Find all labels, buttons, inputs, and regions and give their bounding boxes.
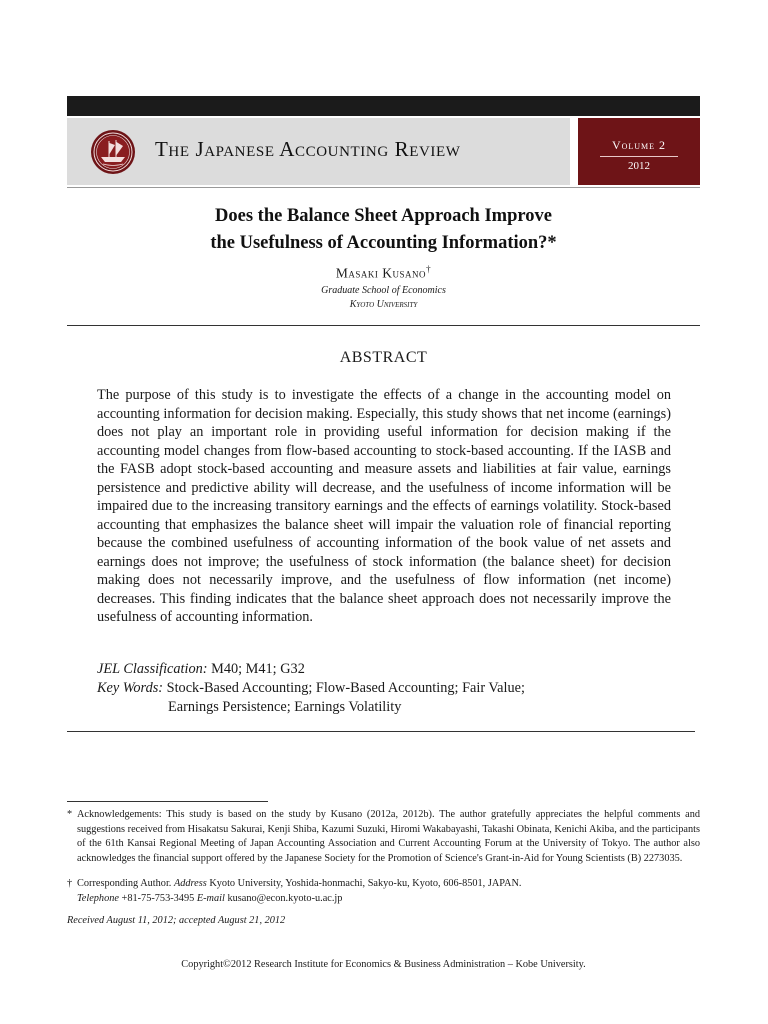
footnote-corr-text — [77, 877, 700, 906]
corr-contact-line — [77, 892, 700, 907]
volume-divider — [600, 156, 678, 157]
author-footnote-mark: † — [426, 264, 432, 274]
corr-address-line — [77, 877, 700, 892]
jel-line — [97, 660, 671, 679]
corr-label: Corresponding Author. — [77, 878, 172, 889]
classification-block — [97, 660, 671, 717]
email-value[interactable]: kusano@econ.kyoto-u.ac.jp — [224, 892, 343, 904]
section-rule-top — [67, 325, 700, 326]
title-line-1: Does the Balance Sheet Approach Improve — [215, 206, 552, 226]
keywords-line — [97, 679, 671, 698]
section-rule-bottom — [67, 731, 695, 732]
address-label: Address — [173, 878, 207, 889]
author-text: Masaki Kusano — [335, 265, 427, 281]
volume-label: Volume 2 — [611, 138, 667, 152]
abstract-heading: ABSTRACT — [339, 349, 428, 366]
header-top-bar — [67, 96, 700, 116]
footnote-mark-asterisk: * — [67, 809, 73, 820]
keywords-value-2: Earnings Persistence; Earnings Volatility — [168, 699, 402, 715]
footnote-acknowledgements — [67, 808, 700, 866]
header-divider — [67, 187, 700, 188]
copyright-notice: Copyright©2012 Research Institute for Economics & Business Administration – Kobe University. — [181, 959, 586, 970]
keywords-value-1: Stock-Based Accounting; Flow-Based Accounting; Fair Value; — [163, 680, 525, 696]
keywords-label: Key Words: — [97, 680, 164, 696]
abstract-body: The purpose of this study is to investigate the effects of a change in the accounting model on accounting information for decision making. Especially, this study shows that net income (earnings) does not play an important role in providing useful information for decision making if the accounting model changes from flow-based accounting to stock-based accounting. If the IASB and the FASB adopt stock-based accounting and measure assets and liabilities at fair value, earnings persistence and predictive ability will decrease, and the usefulness of income information will be impaired due to the increasing transitory earnings and the effects of earnings volatility. Stock-based accounting that emphasizes the balance sheet will impair the valuation role of financial reporting because the combined usefulness of accounting information of the book value of net assets and earnings does not improve; the usefulness of stock information (the balance sheet) for decision making does not necessarily improve, and the usefulness of flow information (net income) decreases. This finding indicates that the balance sheet approach does not necessarily improve the usefulness of accounting information. — [97, 387, 671, 625]
article-title — [67, 203, 700, 257]
telephone-label: Telephone — [77, 892, 119, 904]
received-dates: Received August 11, 2012; accepted August 21, 2012 — [67, 915, 286, 926]
footnote-corresponding — [67, 877, 700, 906]
volume-box — [578, 118, 700, 185]
footnote-rule — [67, 801, 268, 802]
email-label: E-mail — [196, 892, 225, 904]
address-value: Kyoto University, Yoshida-honmachi, Sakyo-ku, Kyoto, 606-8501, JAPAN. — [206, 878, 522, 889]
ship-seal-icon — [89, 128, 137, 176]
author-affiliation — [67, 284, 700, 312]
footnote-mark-dagger: † — [67, 878, 73, 889]
affiliation-university: Kyoto University — [349, 299, 418, 310]
footnote-ack-text: Acknowledgements: This study is based on the study by Kusano (2012a, 2012b). The author gratefully appreciates the helpful comments and suggestions received from Hisakatsu Sakurai, Kenji Shiba, Kazumi Suzuki, Hiromi Wakabayashi, Takashi Obinata, Kenichi Akiba, and the participants of the 61th Kansai Regional Meeting of Japan Accounting Association and Current Accounting Forum at the University of Tokyo. The author also acknowledges the financial support offered by the Japanese Society for the Promotion of Science's Grant-in-Aid for Young Scientists (B) 2273035. — [77, 809, 700, 864]
journal-header-band — [67, 118, 570, 185]
volume-year: 2012 — [628, 160, 650, 172]
jel-label: JEL Classification: — [97, 661, 208, 677]
title-line-2: the Usefulness of Accounting Information?* — [210, 233, 557, 253]
journal-name: The Japanese Accounting Review — [155, 137, 461, 161]
telephone-value: +81-75-753-3495 — [118, 892, 197, 904]
author-name — [67, 264, 700, 282]
affiliation-school: Graduate School of Economics — [321, 285, 446, 296]
jel-value: M40; M41; G32 — [207, 661, 305, 677]
